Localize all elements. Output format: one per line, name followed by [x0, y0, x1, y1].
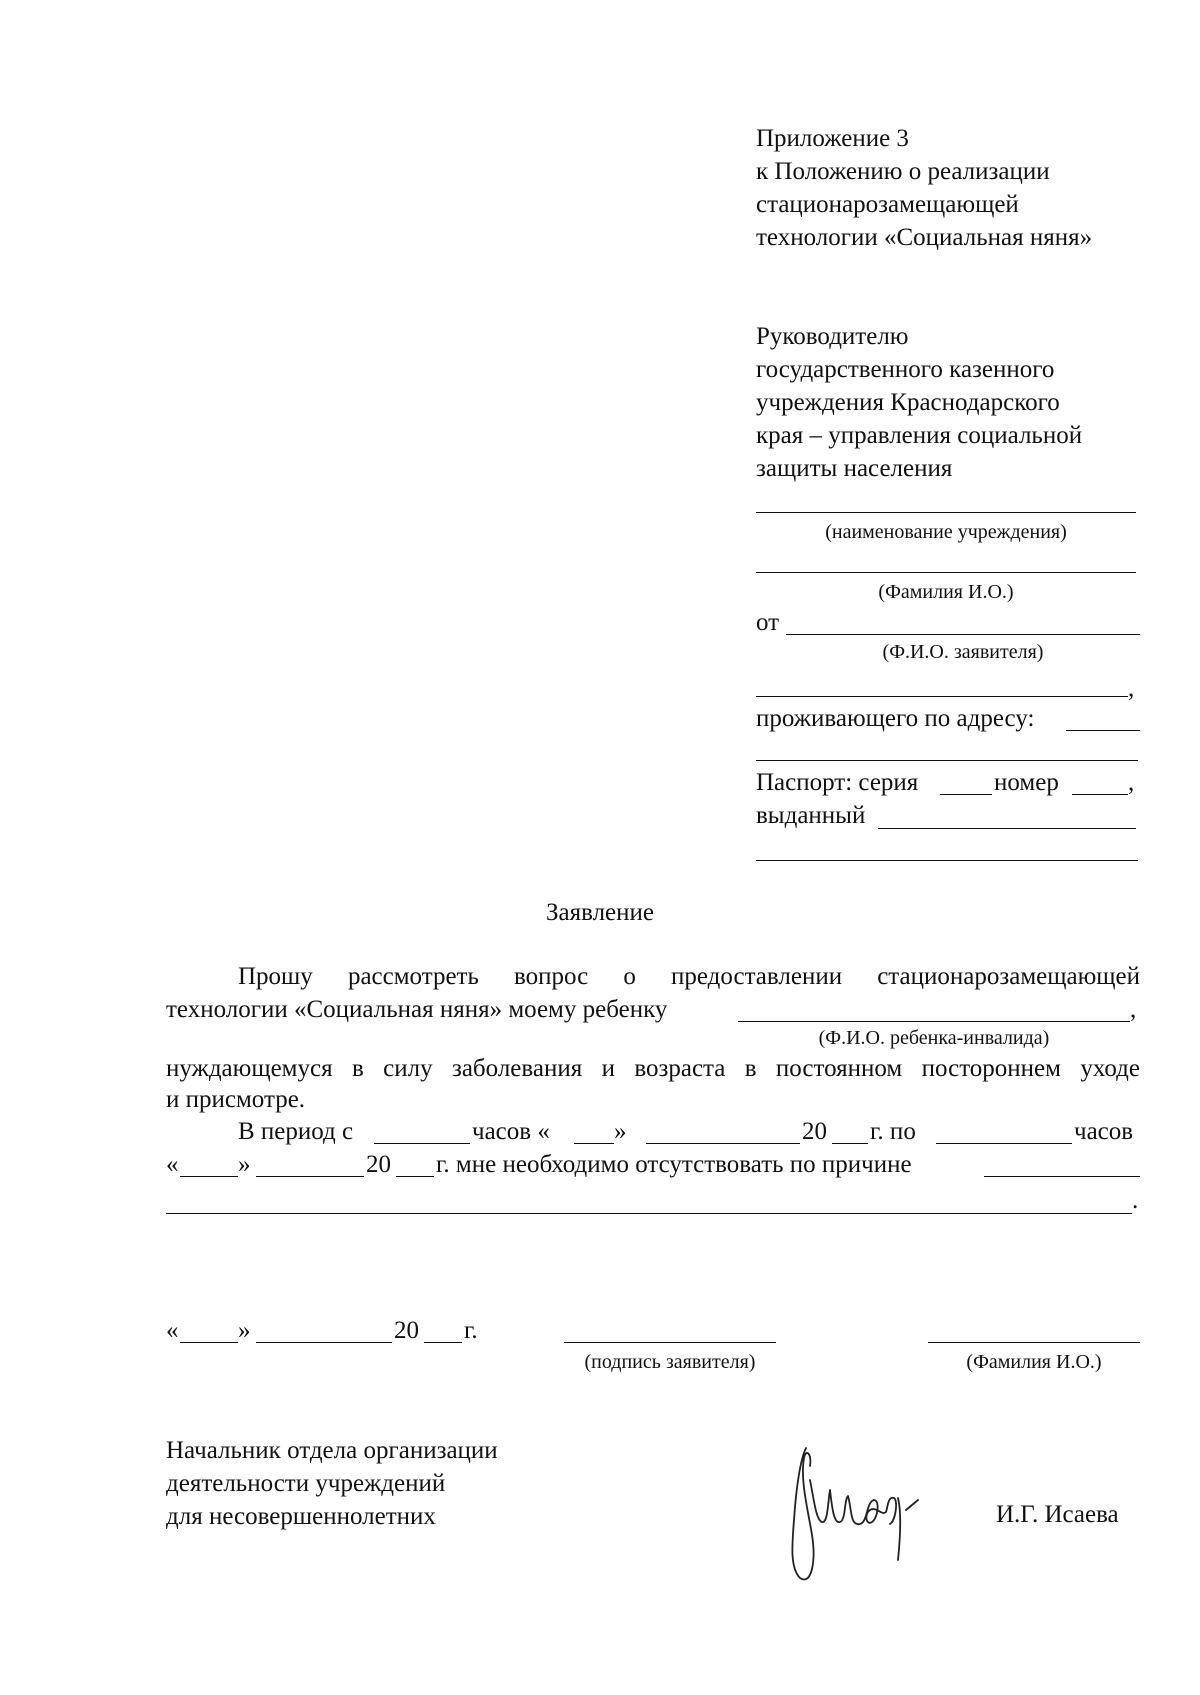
body-line-3: нуждающемуся в силу заболевания и возраста в постоянном постороннем уходе: [166, 1055, 1140, 1082]
period-to-month-line[interactable]: [256, 1176, 364, 1177]
year-prefix-2: 20: [366, 1151, 391, 1178]
passport-comma: ,: [1128, 769, 1135, 796]
date-g: г.: [464, 1317, 478, 1344]
child-comma: ,: [1130, 996, 1137, 1023]
period-to-hours-line[interactable]: [936, 1143, 1072, 1144]
year-prefix: 20: [802, 1118, 827, 1145]
surname-line[interactable]: [928, 1342, 1140, 1343]
addressee-line-4: края – управления социальной: [756, 422, 1083, 449]
signature-line[interactable]: [564, 1342, 776, 1343]
applicant-extra-line[interactable]: [756, 696, 1128, 697]
date-year-prefix: 20: [394, 1317, 419, 1344]
head-name-hint: (Фамилия И.О.): [878, 581, 1014, 603]
address-label: проживающего по адресу:: [756, 705, 1035, 732]
issued-line-2[interactable]: [756, 860, 1138, 861]
passport-number-label: номер: [994, 769, 1059, 796]
period-label: В период с: [238, 1118, 354, 1145]
reason-label: г. мне необходимо отсутствовать по причине: [436, 1151, 912, 1178]
hours-label-2: часов: [1074, 1118, 1134, 1145]
word: стационарозамещающей: [877, 963, 1140, 990]
from-label: от: [756, 609, 780, 636]
addressee-line-3: учреждения Краснодарского: [756, 389, 1060, 416]
institution-hint: (наименование учреждения): [825, 521, 1067, 543]
date-quote-close: »: [238, 1317, 251, 1344]
word: рассмотреть: [347, 963, 479, 990]
applicant-name-hint: (Ф.И.О. заявителя): [882, 641, 1044, 663]
passport-series-line[interactable]: [940, 794, 992, 795]
body-line-2: технологии «Социальная няня» моему ребенку: [166, 996, 668, 1023]
address-line-2[interactable]: [756, 760, 1138, 761]
quote-close-2: »: [238, 1151, 251, 1178]
date-quote-open: «: [166, 1317, 179, 1344]
hours-label: часов «: [472, 1118, 550, 1145]
reason-period: .: [1132, 1187, 1139, 1214]
handwritten-signature: [770, 1440, 930, 1590]
addressee-line-1: Руководителю: [756, 323, 909, 350]
issued-line-1[interactable]: [878, 828, 1136, 829]
applicant-name-line[interactable]: [786, 634, 1140, 635]
word: вопрос: [514, 963, 589, 990]
addressee-line-2: государственного казенного: [756, 356, 1055, 383]
word: предоставлении: [670, 963, 843, 990]
date-month-line[interactable]: [256, 1342, 392, 1343]
period-from-month-line[interactable]: [646, 1143, 800, 1144]
period-from-day-line[interactable]: [574, 1143, 614, 1144]
passport-series-label: Паспорт: серия: [756, 769, 919, 796]
date-year-line[interactable]: [424, 1342, 462, 1343]
footer-position-line-1: Начальник отдела организации: [166, 1437, 498, 1464]
document-title: Заявление: [545, 899, 655, 926]
appendix-line-2: к Положению о реализации: [756, 158, 1050, 185]
comma: ,: [1128, 675, 1135, 702]
passport-number-line[interactable]: [1072, 794, 1128, 795]
quote-open-2: «: [166, 1151, 179, 1178]
reason-line-1[interactable]: [984, 1176, 1140, 1177]
issued-label: выданный: [756, 802, 866, 829]
period-from-year-line[interactable]: [832, 1143, 868, 1144]
g-po-label: г. по: [870, 1118, 916, 1145]
body-line-4: и присмотре.: [166, 1086, 306, 1113]
appendix-line-3: стационарозамещающей: [756, 191, 1019, 218]
period-to-year-line[interactable]: [396, 1176, 434, 1177]
footer-position-line-3: для несовершеннолетних: [166, 1503, 436, 1530]
footer-position-line-2: деятельности учреждений: [166, 1470, 446, 1497]
period-to-day-line[interactable]: [180, 1176, 238, 1177]
child-name-hint: (Ф.И.О. ребенка-инвалида): [818, 1027, 1050, 1049]
child-name-line[interactable]: [738, 1021, 1130, 1022]
address-line-1[interactable]: [1066, 730, 1140, 731]
body-line-1: [238, 962, 1140, 992]
addressee-line-5: защиты населения: [756, 455, 953, 482]
surname-hint: (Фамилия И.О.): [966, 1351, 1102, 1373]
word: Прошу: [238, 963, 313, 990]
appendix-line-1: Приложение 3: [756, 125, 909, 152]
quote-close: »: [614, 1118, 627, 1145]
signature-hint: (подпись заявителя): [584, 1351, 756, 1373]
date-day-line[interactable]: [180, 1342, 238, 1343]
period-from-hours-line[interactable]: [374, 1143, 470, 1144]
word: о: [623, 963, 636, 990]
institution-name-line[interactable]: [756, 512, 1136, 513]
appendix-line-4: технологии «Социальная няня»: [756, 224, 1093, 251]
reason-line-2[interactable]: [166, 1213, 1132, 1214]
head-name-line[interactable]: [756, 572, 1136, 573]
footer-signer: И.Г. Исаева: [996, 1501, 1119, 1528]
